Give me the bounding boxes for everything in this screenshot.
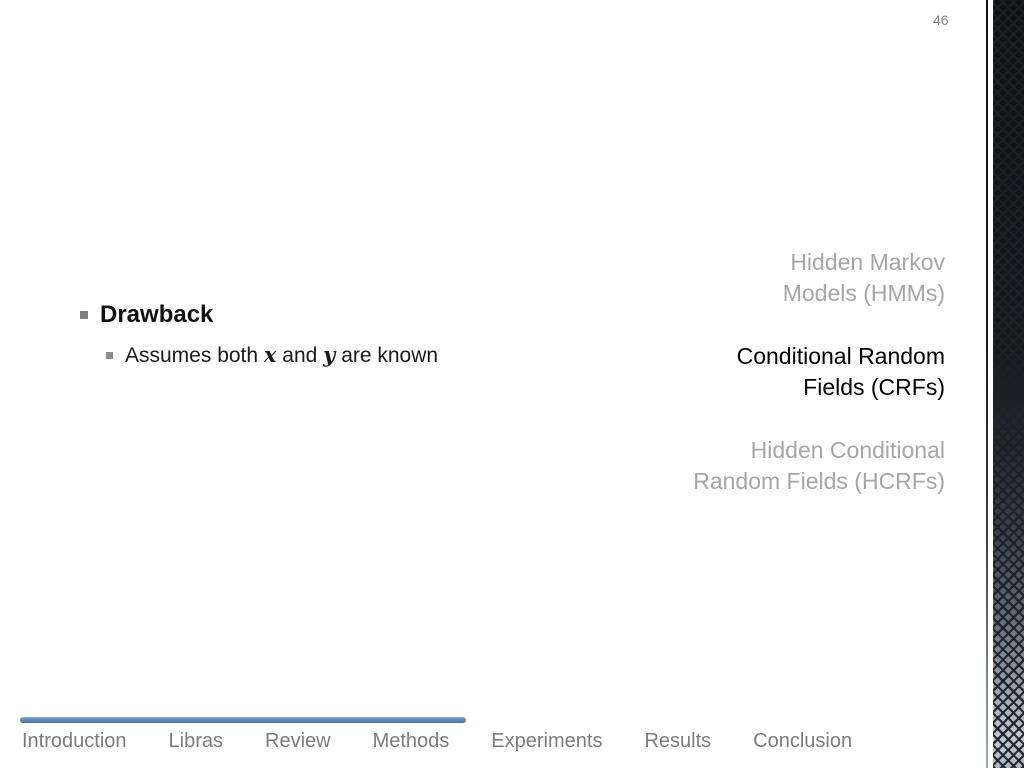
bullet-item-assumes xyxy=(106,342,438,368)
nav-item-review[interactable]: Review xyxy=(265,730,331,752)
subtext-part1: Assumes both xyxy=(125,344,264,367)
topic-label-hcrf-line1: Hidden Conditional xyxy=(750,437,945,463)
carbon-weave-texture-strip xyxy=(993,0,1024,768)
subtext-part2: and xyxy=(276,344,324,367)
right-edge-divider-line xyxy=(986,0,988,768)
topic-label-crf xyxy=(693,341,945,403)
topic-label-crf-line1: Conditional Random xyxy=(736,343,945,369)
bullet-square-icon xyxy=(80,311,88,319)
topic-label-hmm xyxy=(693,247,945,309)
math-var-y: y xyxy=(323,342,336,367)
subtext-part3: are known xyxy=(335,344,439,367)
bullet-item-drawback xyxy=(80,301,213,329)
topic-label-crf-line2: Fields (CRFs) xyxy=(803,374,945,400)
bullet-subtext xyxy=(125,342,438,368)
topic-label-hmm-line1: Hidden Markov xyxy=(790,249,945,275)
topic-label-hcrf xyxy=(693,435,945,497)
nav-item-methods[interactable]: Methods xyxy=(372,730,450,752)
section-nav xyxy=(22,730,852,753)
bullet-title: Drawback xyxy=(100,301,214,328)
nav-item-experiments[interactable]: Experiments xyxy=(491,730,603,752)
topic-label-stack xyxy=(693,247,945,529)
math-var-x: x xyxy=(263,342,277,367)
bullet-square-icon xyxy=(106,352,113,359)
nav-item-results[interactable]: Results xyxy=(644,730,712,752)
nav-item-introduction[interactable]: Introduction xyxy=(22,730,127,752)
nav-item-libras[interactable]: Libras xyxy=(168,730,223,752)
page-number: 46 xyxy=(933,12,949,28)
progress-accent-line xyxy=(20,717,466,723)
topic-label-hcrf-line2: Random Fields (HCRFs) xyxy=(693,468,945,494)
topic-label-hmm-line2: Models (HMMs) xyxy=(782,280,945,306)
nav-item-conclusion[interactable]: Conclusion xyxy=(753,730,853,752)
